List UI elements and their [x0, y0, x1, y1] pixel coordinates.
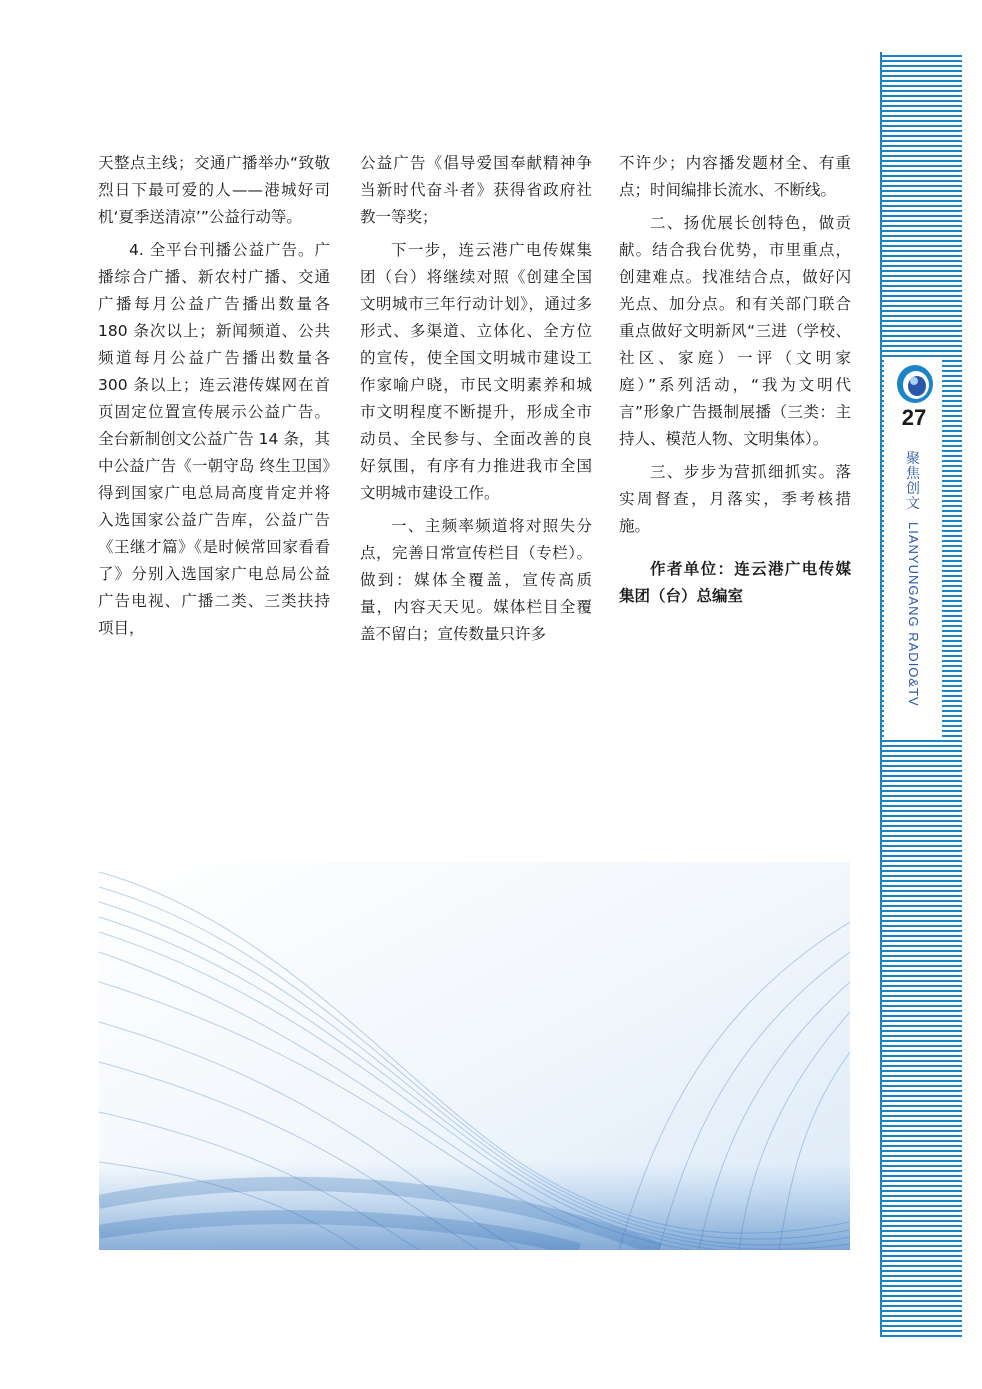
section-title-english: LIANYUNGANG RADIO&TV — [906, 522, 921, 707]
author-affiliation: 作者单位：连云港广电传媒集团（台）总编室 — [619, 560, 851, 605]
text-column-1 — [98, 150, 330, 648]
paragraph: 一、主频率频道将对照失分点，完善日常宣传栏目（专栏）。做到：媒体全覆盖，宣传高质量，内容天天见。媒体栏目全覆盖不留白；宣传数量只许多 — [360, 517, 592, 643]
paragraph: 公益广告《倡导爱国奉献精神争当新时代奋斗者》获得省政府社教一等奖； — [360, 154, 592, 226]
side-stripe-edge — [880, 52, 882, 1337]
paragraph: 二、扬优展长创特色，做贡献。结合我台优势，市里重点，创建难点。找准结合点，做好闪光点、加分点。和有关部门联合重点做好文明新风“三进（学校、社区、家庭）一评（文明家庭）”系列活动，“我为文明代言”形象广告摄制展播（三类：主持人、模范人物、文明集体）。 — [619, 214, 851, 448]
paragraph: 天整点主线；交通广播举办“致敬烈日下最可爱的人——港城好司机‘夏季送清凉’”公益行动等。 — [98, 154, 330, 226]
magazine-logo-icon — [895, 362, 935, 406]
paragraph: 4. 全平台刊播公益广告。广播综合广播、新农村广播、交通广播每月公益广告播出数量各 180 条次以上；新闻频道、公共频道每月公益广告播出数量各 300 条以上；连云港传媒网在首页固定位置宣传展示公益广告。全台新制创文公益广告 14 条，其中公益广告《一朝守岛 终生卫国》得到国家广电总局高度肯定并将入选国家公益广告库，公益广告《王继才篇》《是时候常回家看看了》分别入选国家广电总局公益广告电视、广播二类、三类扶持项目， — [98, 241, 330, 637]
text-column-2 — [360, 150, 592, 654]
decorative-wave-image — [99, 862, 850, 1250]
page-number: 27 — [901, 405, 927, 430]
paragraph: 三、步步为营抓细抓实。落实周督查，月落实，季考核措施。 — [619, 463, 851, 535]
section-title: 聚焦创文 — [906, 451, 920, 512]
text-column-3 — [619, 150, 851, 616]
paragraph: 不许少；内容播发题材全、有重点；时间编排长流水、不断线。 — [619, 154, 851, 199]
paragraph: 下一步，连云港广电传媒集团（台）将继续对照《创建全国文明城市三年行动计划》，通过多形式、多渠道、立体化、全方位的宣传，使全国文明城市建设工作家喻户晓，市民文明素养和城市文明程度不断提升，形成全市动员、全民参与、全面改善的良好氛围，有序有力推进我市全国文明城市建设工作。 — [360, 241, 592, 502]
